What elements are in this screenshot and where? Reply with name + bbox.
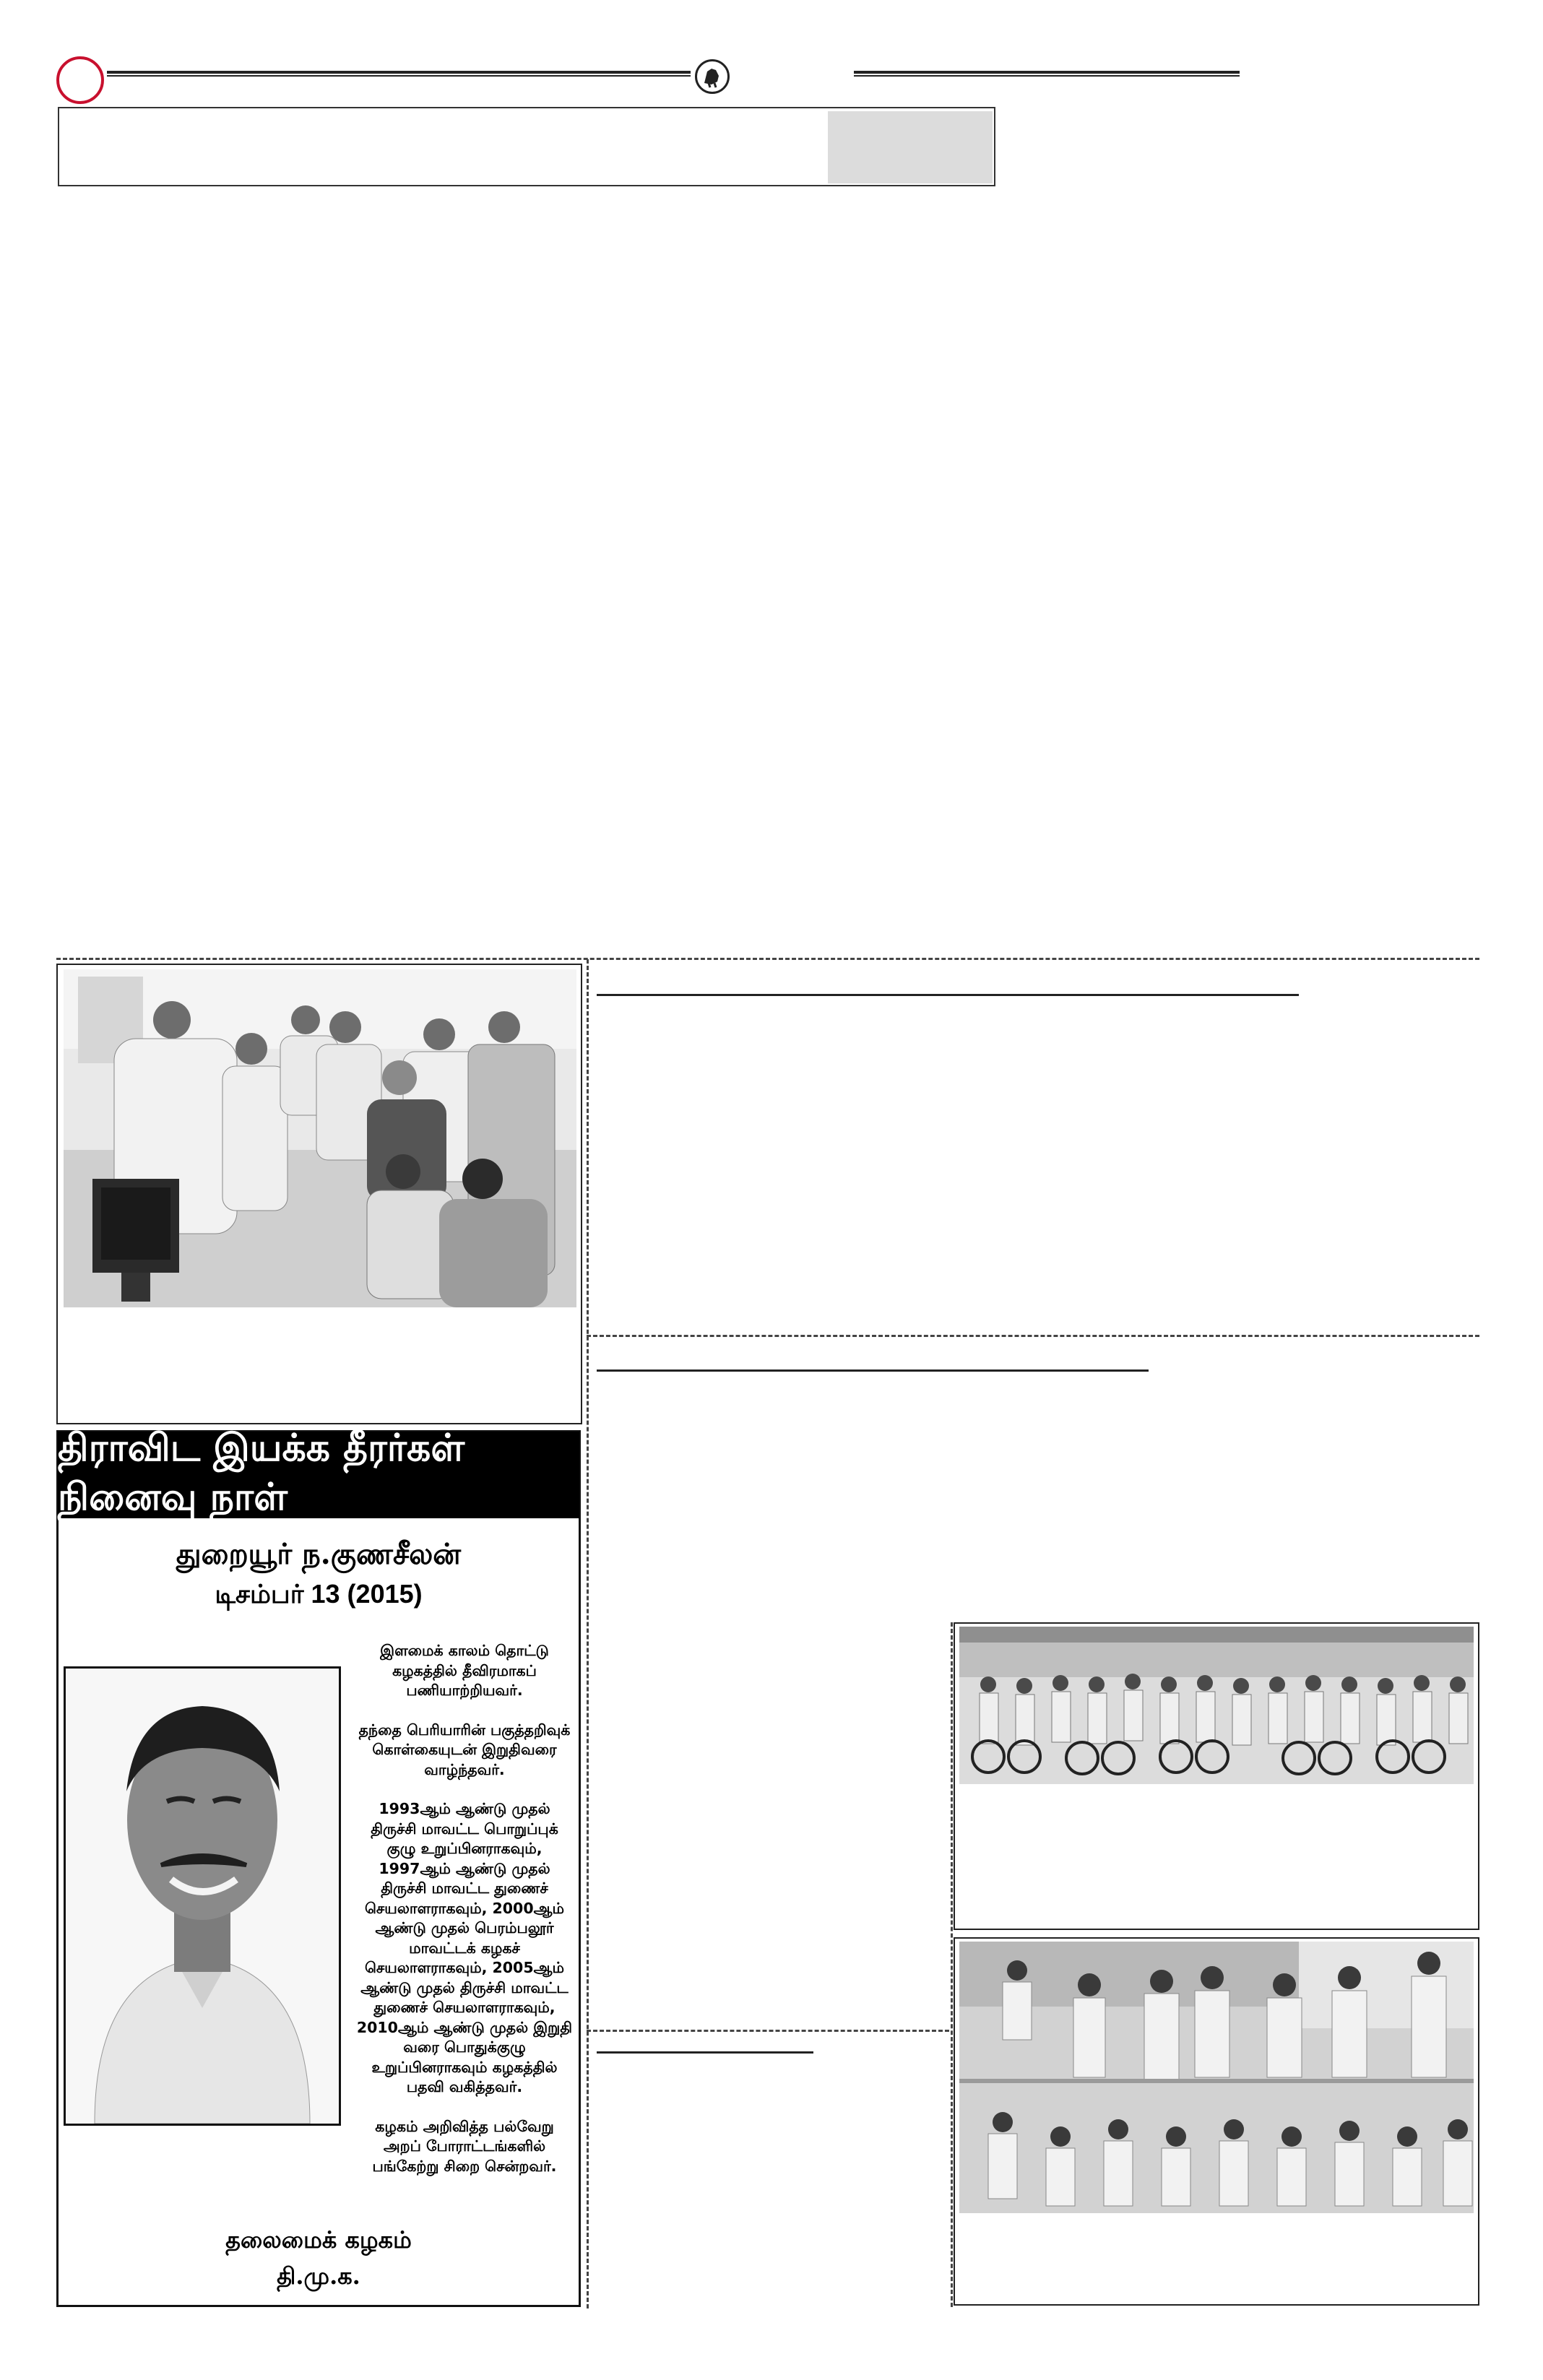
memorial-date: டிசம்பர் 13 (2015) (215, 1579, 423, 1609)
column-divider-left (587, 959, 589, 2308)
page-marker-circle (56, 56, 104, 104)
bio-paragraph-3: 1993ஆம் ஆண்டு முதல் திருச்சி மாவட்ட பொறுப்புக் குழு உறுப்பினராகவும், 1997ஆம் ஆண்டு முதல் திருச்சி மாவட்ட துணைச் செயலாளராகவும், 2000ஆம் ஆண்டு முதல் பெரம்பலூர் மாவட்டக் கழகச் செயலாளராகவும், 2005ஆம் ஆண்டு முதல் திருச்சி மாவட்ட துணைச் செயலாளராகவும், 2010ஆம் ஆண்டு முதல் இறுதி வரை பொதுக்குழு உறுப்பினராகவும் கழகத்தில் பதவி வகித்தவர். (356, 1800, 573, 2095)
bio-paragraph-4: கழகம் அறிவித்த பல்வேறு அறப் போராட்டங்களில் பங்கேற்று சிறை சென்றவர். (372, 2117, 557, 2175)
masthead-grey-panel (828, 111, 993, 183)
footer-party: தி.மு.க. (277, 2262, 360, 2290)
bio-paragraph-1: இளமைக் காலம் தொட்டு கழகத்தில் தீவிரமாகப் பணியாற்றியவர். (380, 1642, 549, 1699)
news-photo-group-meeting (959, 1942, 1474, 2213)
article-headline-rule-1 (597, 994, 1299, 996)
memorial-name: துறையூர் ந.குணசீலன் (176, 1537, 462, 1571)
column-divider-right (951, 1622, 953, 2307)
section-divider-top (56, 958, 1479, 960)
memorial-biography (354, 1641, 575, 2196)
news-photo-computer-room (64, 969, 576, 1307)
memorial-footer (58, 2222, 579, 2294)
bio-paragraph-2: தந்தை பெரியாரின் பகுத்தறிவுக் கொள்கையுடன் இறுதிவரை வாழ்ந்தவர். (358, 1721, 571, 1778)
section-divider-lower (587, 2030, 949, 2032)
footer-organisation: தலைமைக் கழகம் (225, 2226, 412, 2254)
header-rule-right (854, 71, 1240, 77)
memorial-banner: திராவிட இயக்க தீரர்கள் நினைவு நாள் (58, 1432, 579, 1518)
article-headline-rule-2 (597, 1369, 1149, 1372)
header-rule-left (107, 71, 691, 77)
section-divider-middle (587, 1335, 1479, 1337)
party-emblem-icon (695, 59, 730, 94)
memorial-portrait (64, 1666, 341, 2126)
news-photo-bicycle-distribution (959, 1627, 1474, 1784)
article-headline-rule-3 (597, 2051, 813, 2054)
